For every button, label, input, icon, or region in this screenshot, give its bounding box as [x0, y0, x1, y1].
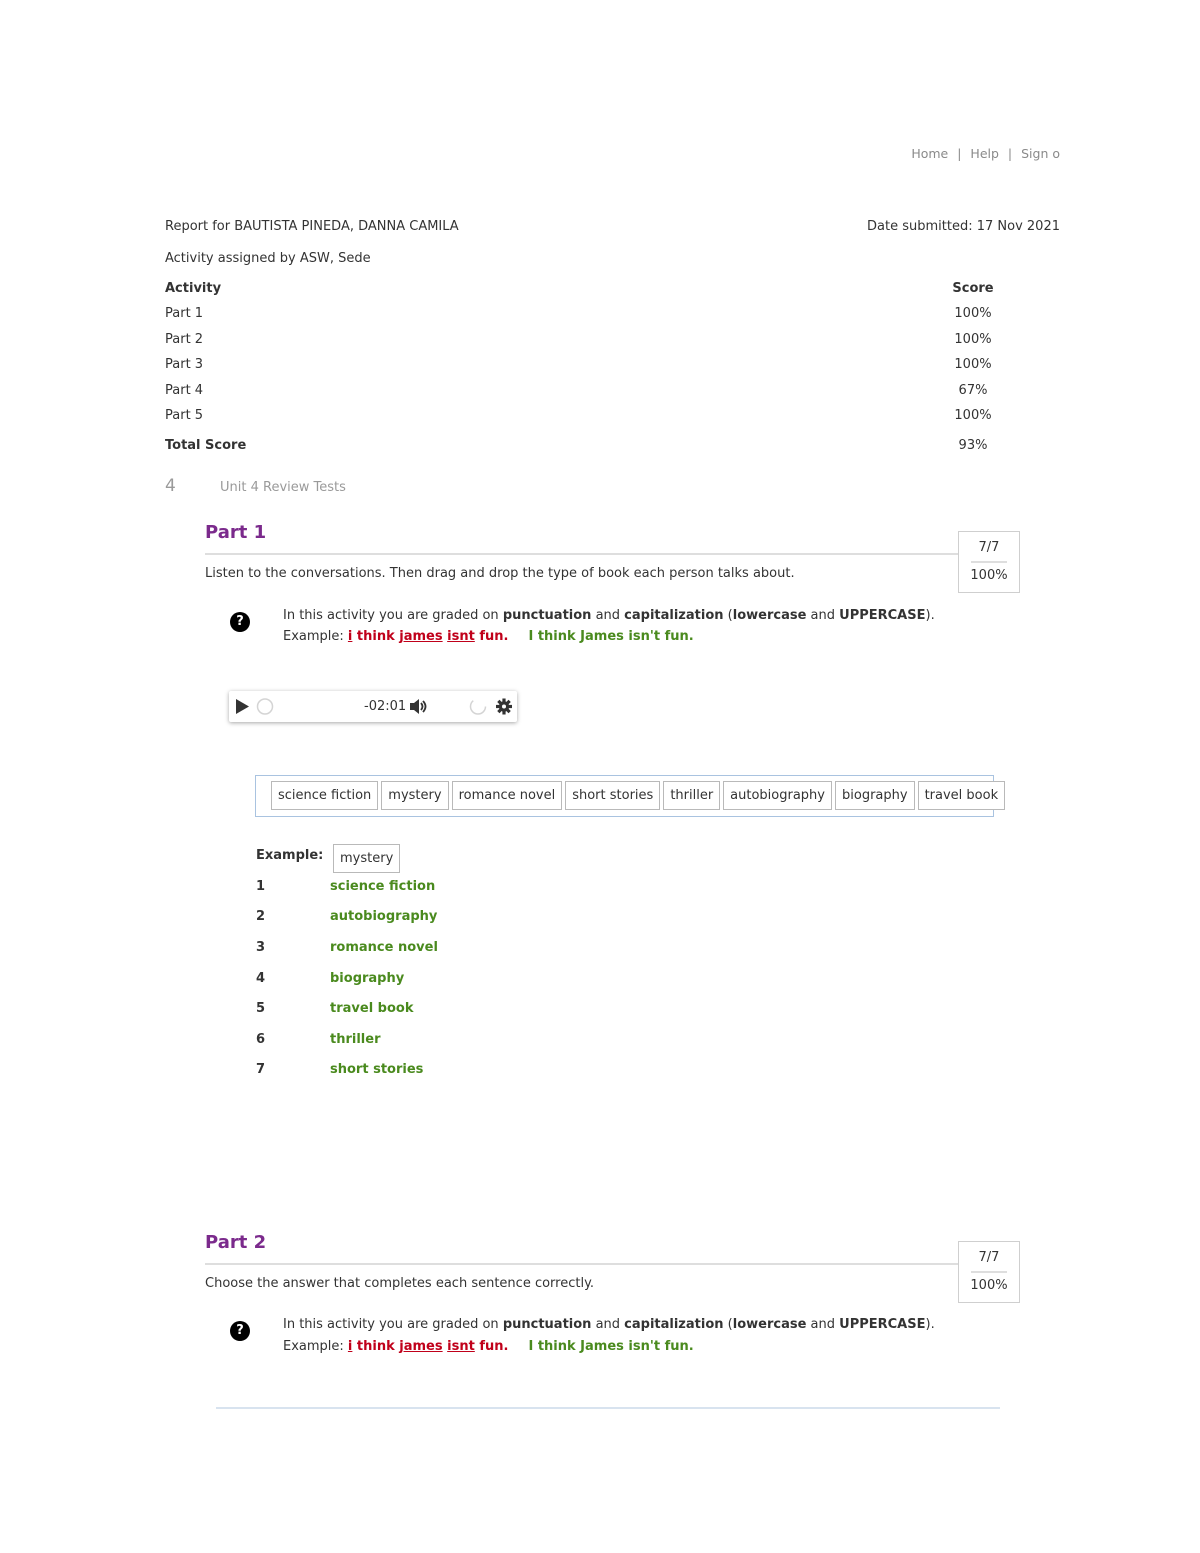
unit-number: 4: [165, 476, 176, 496]
example-label: Example:: [283, 629, 348, 644]
grading-text: ).: [925, 1317, 935, 1332]
gear-icon: [495, 691, 513, 722]
example-label: Example:: [283, 1339, 348, 1354]
correct-example: I think James isn't fun.: [528, 1339, 694, 1354]
score-row-value: 100%: [954, 306, 992, 321]
unit-title: Unit 4 Review Tests: [220, 480, 346, 495]
total-score-label: Total Score: [165, 438, 247, 453]
word-chip[interactable]: autobiography: [723, 781, 832, 810]
volume-icon: [409, 691, 429, 722]
grading-text: (: [723, 1317, 733, 1332]
activity-assigned-by: Activity assigned by ASW, Sede: [165, 251, 371, 266]
part-1-score-box: [958, 531, 1020, 593]
grading-lowercase: lowercase: [732, 1317, 807, 1332]
part-1-divider: [205, 553, 959, 555]
grading-text: In this activity you are graded on: [283, 608, 503, 623]
settings-button[interactable]: [495, 691, 513, 722]
word-chip[interactable]: science fiction: [271, 781, 378, 810]
question-container-top-border: [216, 1407, 1000, 1409]
grading-text: and: [591, 608, 625, 623]
part-2-title: Part 2: [205, 1232, 267, 1253]
grading-text: and: [806, 608, 840, 623]
progress-loading-icon: [256, 691, 274, 722]
score-row-label: Part 3: [165, 357, 204, 372]
part-2-score-box: [958, 1241, 1020, 1303]
answer-value: short stories: [330, 1062, 424, 1077]
part-2-divider: [205, 1263, 959, 1265]
answer-number: 4: [256, 971, 266, 986]
grading-text: and: [591, 1317, 625, 1332]
top-nav: [911, 146, 1060, 161]
score-row-label: Part 1: [165, 306, 204, 321]
score-row-value: 67%: [958, 383, 988, 398]
word-chip[interactable]: biography: [835, 781, 915, 810]
answer-number: 7: [256, 1062, 266, 1077]
word-chip[interactable]: thriller: [663, 781, 720, 810]
word-bank: [255, 775, 999, 817]
grading-text: (: [723, 608, 733, 623]
score-column-header: Score: [952, 281, 994, 296]
score-row-label: Part 4: [165, 383, 204, 398]
grading-note: [283, 608, 935, 623]
play-button[interactable]: [234, 691, 250, 722]
grading-uppercase: UPPERCASE: [839, 1317, 926, 1332]
part-1-instruction: Listen to the conversations. Then drag and drop the type of book each person talks about.: [205, 566, 795, 581]
wrong-example: i think james isnt fun.: [347, 629, 509, 644]
play-icon: [234, 691, 250, 722]
date-submitted: Date submitted: 17 Nov 2021: [867, 219, 1060, 234]
example-label: Example:: [256, 848, 324, 863]
word-chip[interactable]: mystery: [381, 781, 448, 810]
player-time: -02:01: [364, 699, 407, 714]
info-icon[interactable]: ?: [230, 1321, 250, 1341]
part-1-score-fraction: 7/7: [978, 540, 1000, 555]
grading-punctuation: punctuation: [502, 1317, 592, 1332]
part-1-title: Part 1: [205, 522, 267, 543]
example-answer: [333, 844, 403, 873]
audio-player: [229, 691, 517, 722]
nav-separator: |: [1007, 146, 1013, 161]
score-row-value: 100%: [954, 357, 992, 372]
grading-text: In this activity you are graded on: [283, 1317, 503, 1332]
total-score-value: 93%: [958, 438, 988, 453]
grading-uppercase: UPPERCASE: [839, 608, 926, 623]
word-chip[interactable]: short stories: [565, 781, 660, 810]
answer-number: 3: [256, 940, 266, 955]
answer-value: autobiography: [330, 909, 438, 924]
part-2-score-percent: 100%: [970, 1278, 1008, 1293]
word-chip[interactable]: travel book: [918, 781, 1006, 810]
score-row-value: 100%: [954, 332, 992, 347]
activity-column-header: Activity: [165, 281, 222, 296]
grading-text: and: [806, 1317, 840, 1332]
correct-example: I think James isn't fun.: [528, 629, 694, 644]
help-link[interactable]: Help: [970, 146, 999, 161]
score-box-divider: [971, 561, 1007, 563]
volume-button[interactable]: [409, 691, 429, 722]
nav-separator: |: [957, 146, 962, 161]
answer-number: 6: [256, 1032, 266, 1047]
sign-out-link[interactable]: Sign o: [1021, 146, 1060, 161]
answer-value: thriller: [330, 1032, 381, 1047]
example-chip: mystery: [333, 844, 400, 873]
report-for: Report for BAUTISTA PINEDA, DANNA CAMILA: [165, 219, 459, 234]
grading-lowercase: lowercase: [732, 608, 807, 623]
answer-value: romance novel: [330, 940, 438, 955]
score-row-label: Part 2: [165, 332, 204, 347]
grading-note: [283, 1317, 935, 1332]
answer-value: science fiction: [330, 879, 436, 894]
score-box-divider: [971, 1271, 1007, 1273]
part-2-instruction: Choose the answer that completes each sentence correctly.: [205, 1276, 595, 1291]
answer-number: 1: [256, 879, 266, 894]
home-link[interactable]: Home: [911, 146, 949, 161]
part-1-score-percent: 100%: [970, 568, 1008, 583]
answer-number: 5: [256, 1001, 266, 1016]
grading-example: [283, 1339, 694, 1354]
part-2-score-fraction: 7/7: [978, 1250, 1000, 1265]
wrong-example: i think james isnt fun.: [347, 1339, 509, 1354]
grading-capitalization: capitalization: [624, 1317, 724, 1332]
grading-example: [283, 629, 694, 644]
loading-spinner-icon: [469, 691, 487, 722]
answer-value: travel book: [330, 1001, 414, 1016]
grading-text: ).: [925, 608, 935, 623]
info-icon[interactable]: ?: [230, 612, 250, 632]
score-row-label: Part 5: [165, 408, 204, 423]
word-chip[interactable]: romance novel: [452, 781, 563, 810]
grading-capitalization: capitalization: [624, 608, 724, 623]
grading-punctuation: punctuation: [502, 608, 592, 623]
answer-value: biography: [330, 971, 405, 986]
score-row-value: 100%: [954, 408, 992, 423]
answer-number: 2: [256, 909, 266, 924]
